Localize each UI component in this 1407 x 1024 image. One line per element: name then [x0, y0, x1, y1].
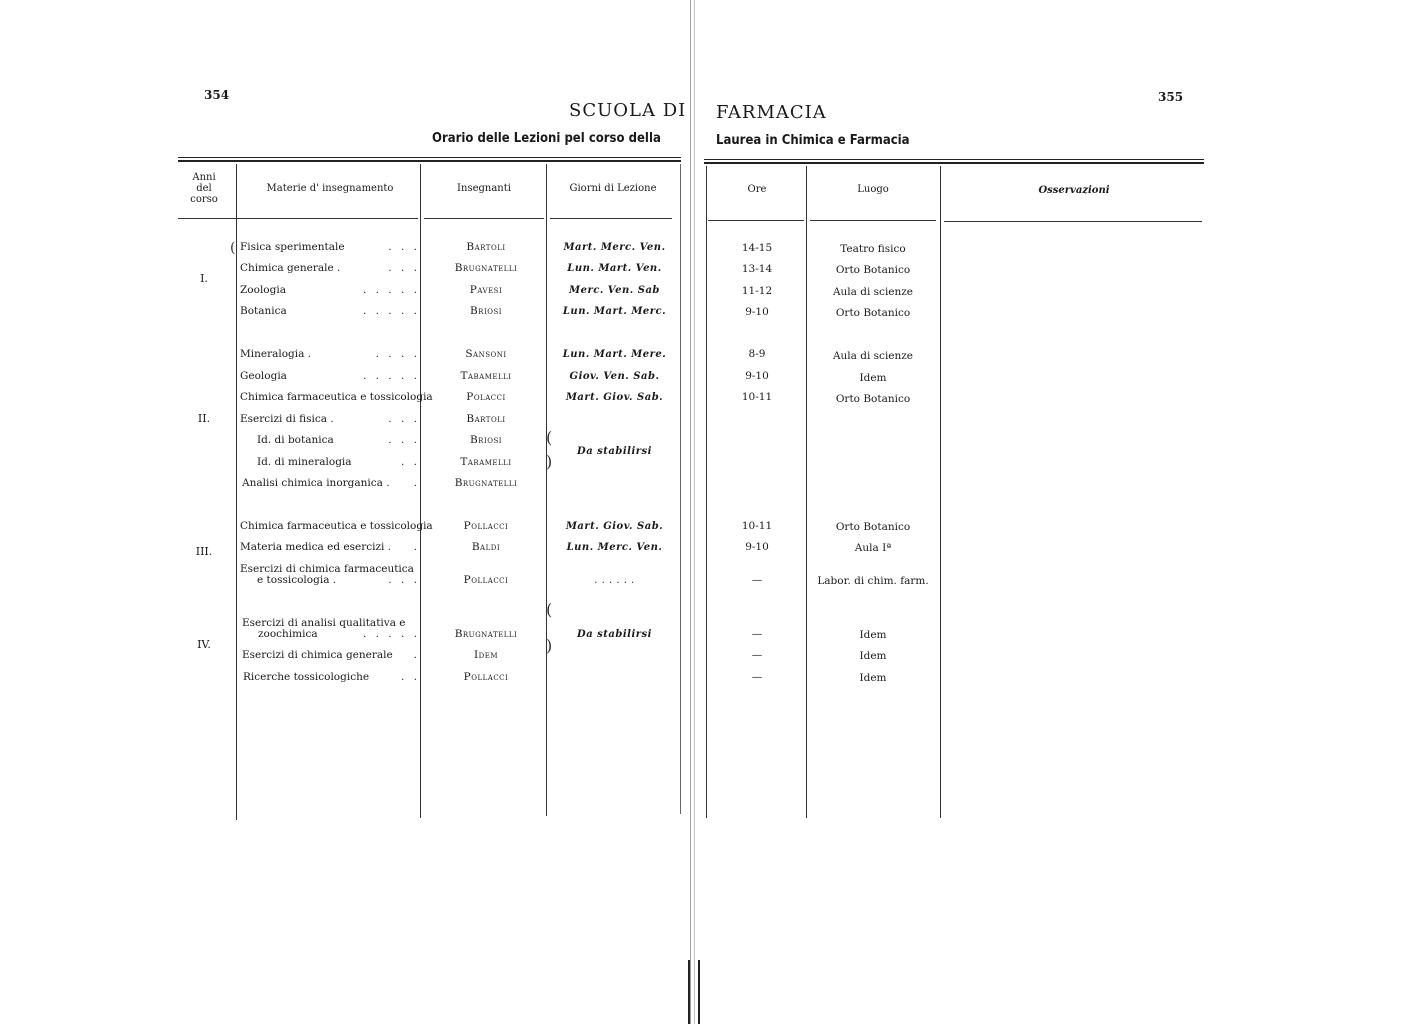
subject-cell: Esercizi di fisica . . . . — [240, 413, 420, 425]
brace-mark: ) — [546, 452, 553, 471]
place-cell: Teatro fisico — [840, 243, 906, 255]
vrule-1 — [236, 164, 237, 820]
page-number-right: 355 — [1158, 90, 1184, 104]
place-cell: Idem — [859, 650, 887, 662]
hours-cell: — — [751, 649, 763, 661]
place-cell: Aula di scienze — [832, 350, 914, 362]
hours-cell: 14-15 — [741, 242, 773, 254]
subject-cell-cont: zoochimica . . . . . — [258, 628, 420, 640]
place-cell: Orto Botanico — [835, 307, 911, 319]
subject-cell: Ricerche tossicologiche . . — [243, 671, 420, 683]
place-cell: Labor. di chim. farm. — [817, 575, 929, 587]
rule-top-right-thin — [704, 159, 1204, 160]
hours-cell: 13-14 — [741, 263, 773, 275]
year-label: I. — [200, 272, 208, 285]
days-cell: Mart. Merc. Ven. — [563, 242, 666, 253]
rule-head-6 — [944, 221, 1202, 222]
year-label: IV. — [197, 638, 211, 651]
hours-cell: 9-10 — [745, 306, 769, 318]
days-cell: Merc. Ven. Sab — [569, 285, 660, 296]
subject-cell: Chimica farmaceutica e tossicologia — [240, 520, 433, 532]
place-cell: Orto Botanico — [835, 393, 911, 405]
teacher-cell: Pollacci — [463, 671, 509, 683]
teacher-cell: Bartoli — [466, 241, 506, 253]
subject-cell: Fisica sperimentale . . . — [240, 241, 420, 253]
rule-head-1 — [178, 218, 418, 219]
page-number-left: 354 — [204, 88, 230, 102]
col-header-giorni: Giorni di Lezione — [569, 183, 657, 194]
teacher-cell: Tabamelli — [460, 370, 512, 382]
hours-cell: 10-11 — [741, 520, 773, 532]
hours-cell: 11-12 — [741, 285, 773, 297]
place-cell: Idem — [859, 629, 887, 641]
days-cell: Lun. Merc. Ven. — [566, 542, 663, 553]
days-cell: Lun. Mart. Mere. — [562, 349, 667, 360]
col-header-materie: Materie d' insegnamento — [266, 183, 394, 194]
brace-mark: ( — [546, 428, 553, 447]
hours-cell: 9-10 — [745, 370, 769, 382]
vrule-3 — [546, 164, 547, 816]
brace-mark: ( — [230, 240, 236, 256]
teacher-cell: Idem — [473, 649, 499, 661]
subject-cell: Id. di botanica . . . — [257, 434, 420, 446]
rule-top-left-thick — [178, 160, 681, 162]
rule-head-3 — [550, 218, 672, 219]
rule-head-2 — [424, 218, 544, 219]
days-cell: Lun. Mart. Merc. — [562, 306, 667, 317]
col-header-osservazioni: Osservazioni — [1038, 185, 1110, 196]
teacher-cell: Bartoli — [466, 413, 506, 425]
subject-cell: Mineralogia . . . . . — [240, 348, 420, 360]
rule-head-4 — [708, 220, 804, 221]
vrule-4 — [680, 164, 681, 814]
brace-mark: ( — [546, 600, 553, 619]
subject-cell: Esercizi di chimica generale . — [242, 649, 420, 661]
title-left: SCUOLA DI — [569, 100, 687, 121]
place-cell: Aula di scienze — [832, 286, 914, 298]
year-label: III. — [195, 545, 213, 558]
teacher-cell: Polacci — [466, 391, 506, 403]
vrule-7 — [940, 166, 941, 818]
teacher-cell: Pollacci — [463, 574, 509, 586]
teacher-cell: Brugnatelli — [454, 477, 518, 489]
subject-cell-cont: e tossicologia . . . . — [257, 574, 420, 586]
col-header-ore: Ore — [747, 184, 767, 195]
subject-cell: Materia medica ed esercizi . . — [240, 541, 420, 553]
teacher-cell: Briosi — [469, 434, 503, 446]
vrule-2 — [420, 164, 421, 818]
place-cell: Orto Botanico — [835, 521, 911, 533]
rule-top-right-thick — [704, 162, 1204, 164]
hours-cell: 9-10 — [745, 541, 769, 553]
teacher-cell: Pollacci — [463, 520, 509, 532]
book-spine — [688, 0, 696, 1024]
rule-head-5 — [810, 220, 936, 221]
days-cell: Giov. Ven. Sab. — [569, 371, 660, 382]
subject-cell: Esercizi di analisi qualitativa e — [242, 617, 406, 629]
teacher-cell: Pavesi — [469, 284, 503, 296]
days-shared-cell: Da stabilirsi — [577, 629, 652, 640]
subject-cell: Chimica generale . . . . — [240, 262, 420, 274]
teacher-cell: Taramelli — [460, 456, 512, 468]
days-cell: Mart. Giov. Sab. — [565, 392, 664, 403]
days-cell: Mart. Giov. Sab. — [565, 521, 664, 532]
subject-cell: Analisi chimica inorganica . . — [242, 477, 420, 489]
hours-cell: — — [751, 628, 763, 640]
days-shared-cell: Da stabilirsi — [577, 446, 652, 457]
subtitle-left: Orario delle Lezioni pel corso della — [432, 131, 661, 146]
rule-top-left-thin — [178, 157, 681, 158]
place-cell: Idem — [859, 372, 887, 384]
place-cell: Orto Botanico — [835, 264, 911, 276]
subject-cell: Id. di mineralogia . . — [257, 456, 420, 468]
title-right: FARMACIA — [716, 102, 827, 123]
vrule-6 — [806, 166, 807, 818]
brace-mark: ) — [546, 636, 553, 655]
hours-cell: — — [751, 671, 763, 683]
subject-cell: Zoologia . . . . . — [240, 284, 420, 296]
teacher-cell: Brugnatelli — [454, 628, 518, 640]
col-header-anni: Anni del corso — [190, 172, 218, 205]
col-header-luogo: Luogo — [857, 184, 889, 195]
subject-cell: Geologia . . . . . — [240, 370, 420, 382]
year-label: II. — [197, 412, 211, 425]
place-cell: Aula Iª — [854, 542, 892, 554]
vrule-5 — [706, 166, 707, 818]
subject-cell: Chimica farmaceutica e tossicologia — [240, 391, 433, 403]
days-cell: Lun. Mart. Ven. — [567, 263, 662, 274]
teacher-cell: Baldi — [471, 541, 501, 553]
hours-cell: — — [751, 574, 763, 586]
col-header-insegnanti: Insegnanti — [457, 183, 511, 194]
teacher-cell: Sansoni — [465, 348, 507, 360]
hours-cell: 10-11 — [741, 391, 773, 403]
subject-cell: Esercizi di chimica farmaceutica — [240, 563, 414, 575]
subject-cell: Botanica . . . . . — [240, 305, 420, 317]
days-cell: . . . . . . — [594, 575, 635, 586]
teacher-cell: Briosi — [469, 305, 503, 317]
teacher-cell: Brugnatelli — [454, 262, 518, 274]
place-cell: Idem — [859, 672, 887, 684]
subtitle-right: Laurea in Chimica e Farmacia — [716, 133, 910, 148]
hours-cell: 8-9 — [748, 348, 766, 360]
